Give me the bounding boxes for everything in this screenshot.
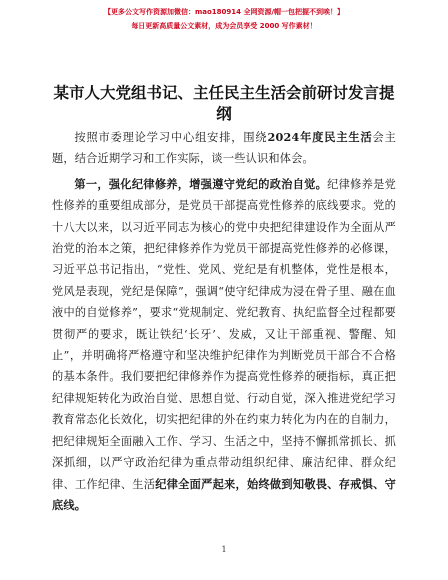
intro-paragraph — [52, 127, 396, 170]
section1-paragraph — [52, 174, 396, 517]
document-body — [52, 127, 396, 516]
promo-banner — [0, 8, 448, 31]
promo-banner-line1: 【更多公文写作资源加微信：mao180914 全网资源/帽一包把握不到唉！】 — [103, 8, 345, 16]
intro-text-prefix: 按照市委理论学习中心组安排，围绕 — [74, 131, 268, 144]
document-title: 某市人大党组书记、主任民主生活会前研讨发言提纲 — [53, 84, 395, 123]
promo-banner-line2: 每日更新高质量公文素材，成为会员享受 2000 写作素材！ — [131, 22, 317, 30]
page-number: 1 — [221, 545, 227, 554]
intro-text-emphasis: 2024年度民主生活 — [267, 130, 373, 144]
section1-body: 纪律修养是党性修养的重要组成部分，是党员干部提高党性修养的底线要求。党的十八大以来，以习近平同志为核心的党中央把纪律建设作为全面从严治党的治本之策，把纪律修养作为党员干部提高党性修养的必修课，习近平总书记指出，“党性、党风、党纪是有机整体，党性是根本，党风是表现，党纪是保障”，强调“使守纪律成为浸在骨子里、融在血液中的自觉修养”，要求“党规制定、党纪教育、执纪监督全过程都要贯彻严的要求，既让铁纪‘长牙’、发威，又让干部重视、警醒、知止”，并明确将严格遵守和坚决维护纪律作为判断党员干部合不合格的基本条件。我们要把纪律修养作为提高党性修养的硬指标，真正把纪律规矩转化为政治自觉、思想自觉、行动自觉，深入推进党纪学习教育常态化长效化，切实把纪律的外在约束力转化为内在的自制力，把纪律规矩全面融入工作、学习、生活之中，坚持不懈抓常抓长、抓深抓细，以严守政治纪律为重点带动组织纪律、廉洁纪律、群众纪律、工作纪律、生活 — [52, 177, 397, 491]
section1-tail-emphasis: 纪律全面严起来，始终做到知敬畏、存戒惧、守底线。 — [52, 476, 397, 512]
section1-heading: 第一，强化纪律修养，增强遵守党纪的政治自觉。 — [74, 176, 328, 191]
intro-text-suffix: 会主题，结合近期学习和工作实际，谈一些认识和体会。 — [52, 131, 397, 166]
